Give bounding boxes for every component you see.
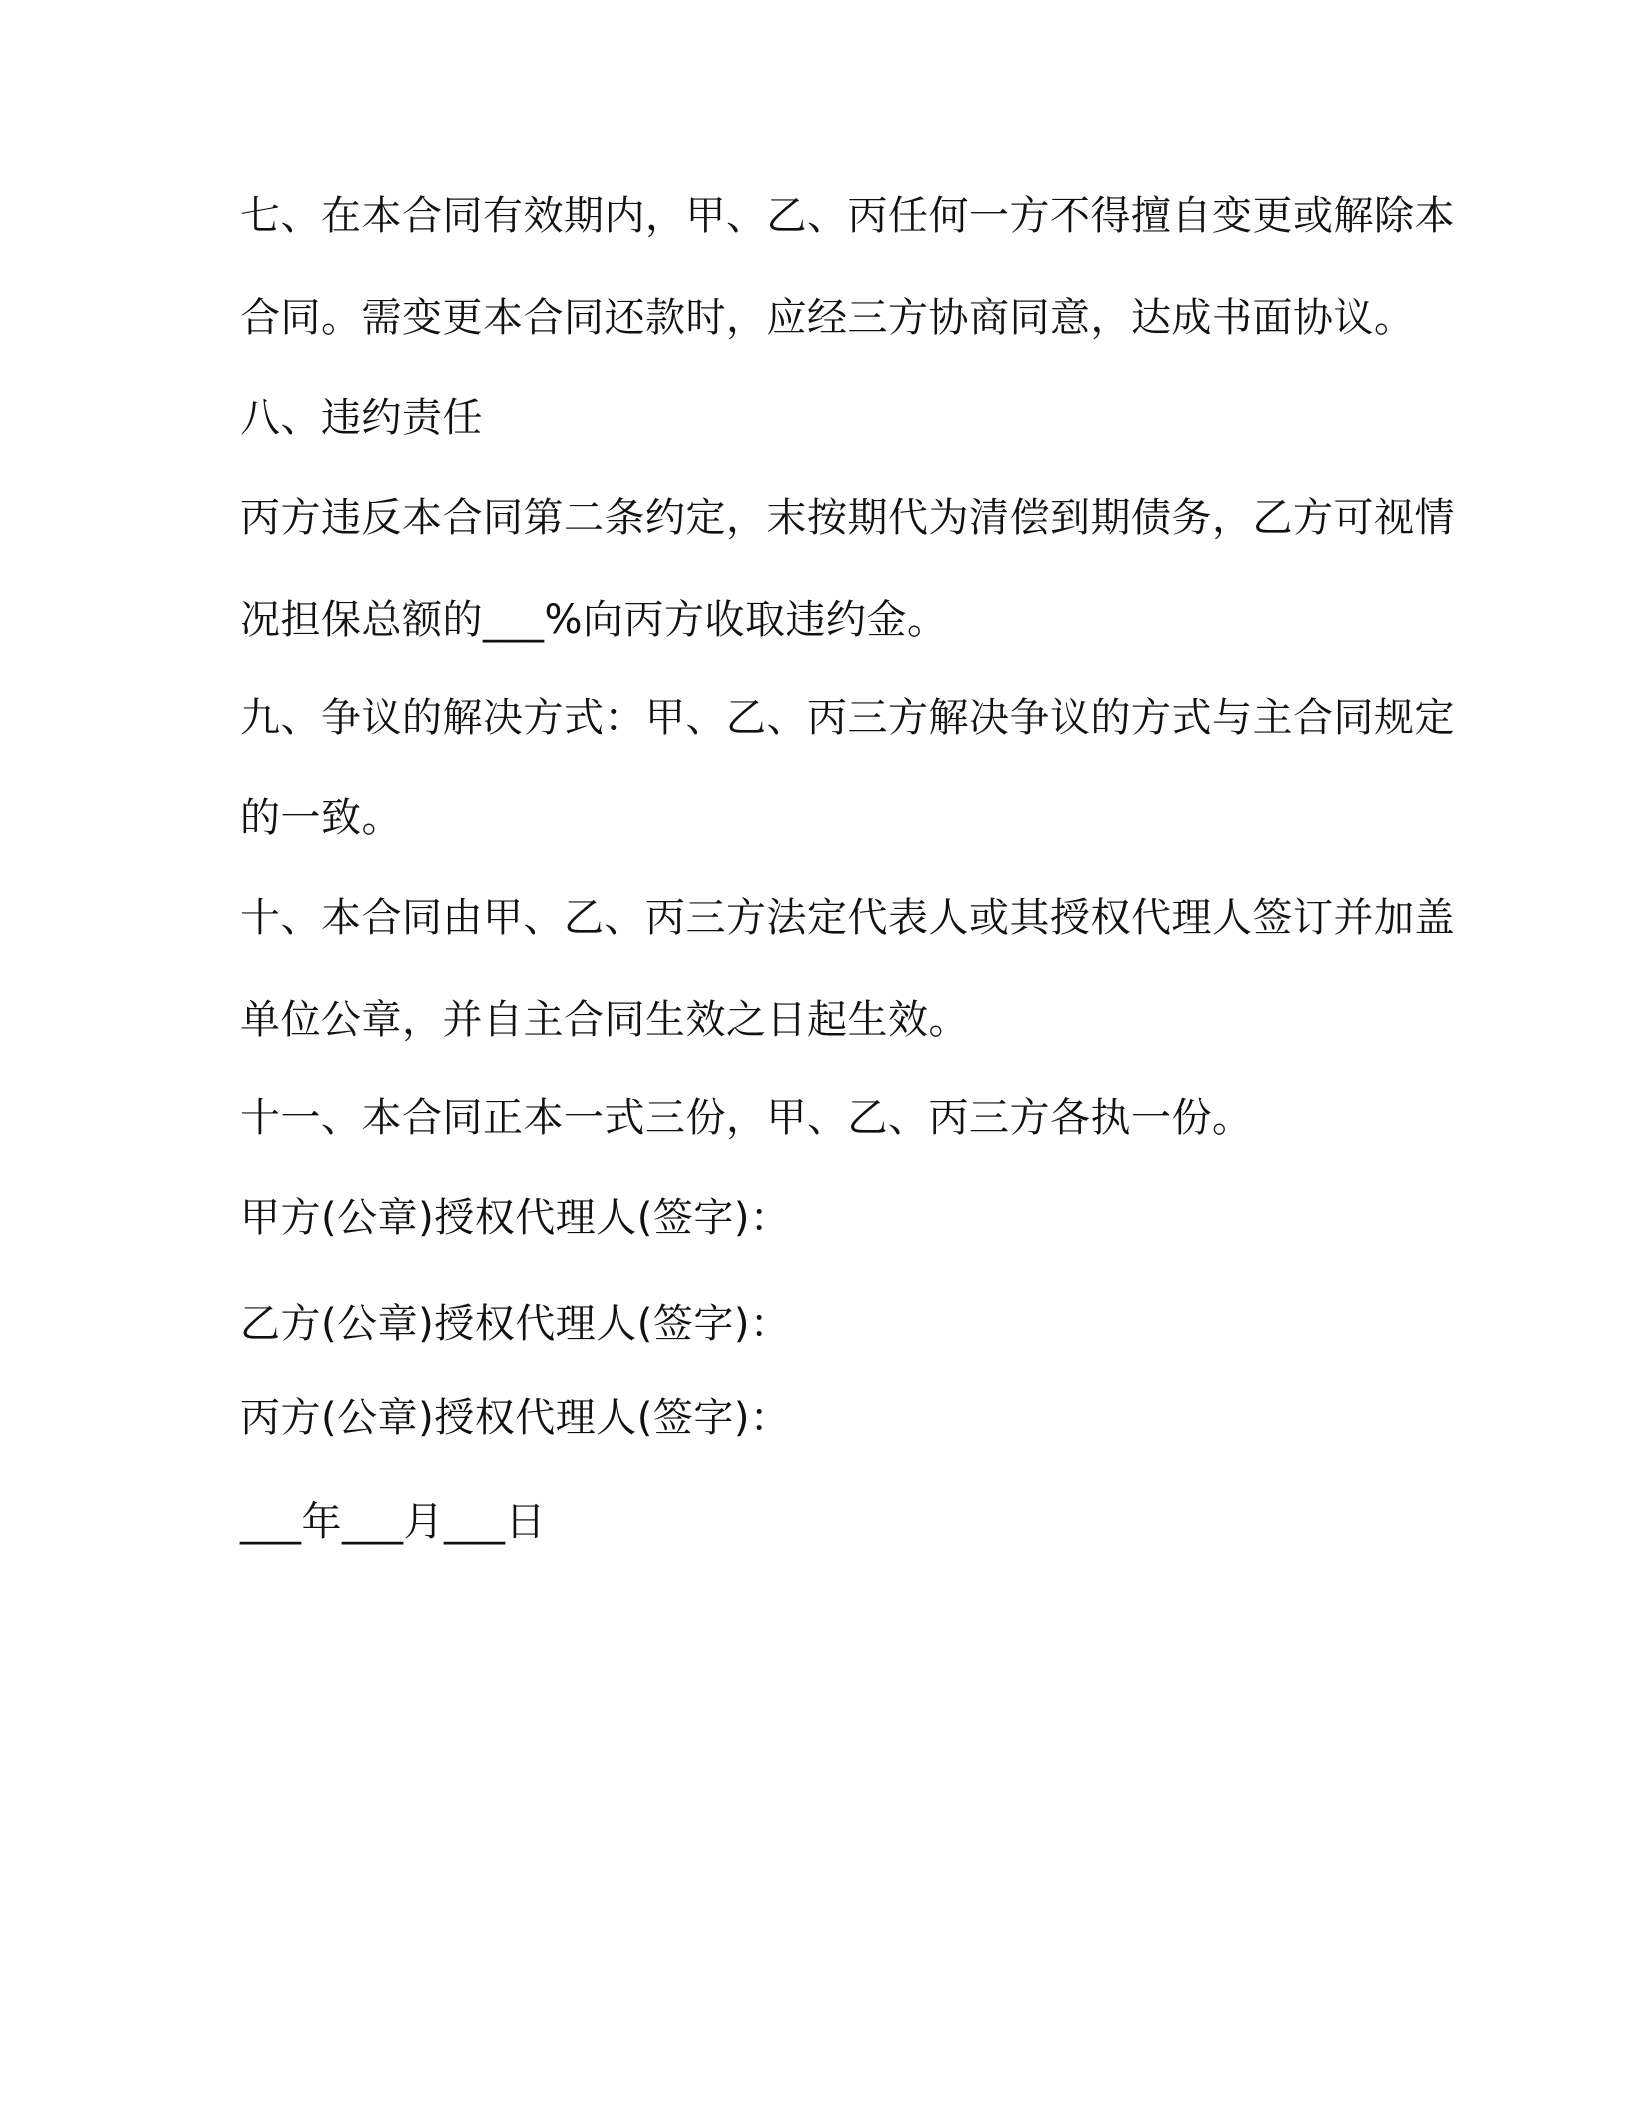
clause-8-line-1: 丙方违反本合同第二条约定，末按期代为清偿到期债务，乙方可视情 (240, 495, 1455, 541)
date-line: ___年___月___日 (240, 1499, 546, 1545)
clause-8-heading: 八、违约责任 (240, 395, 483, 441)
party-b-signature-line: 乙方(公章)授权代理人(签字)： (240, 1301, 791, 1347)
clause-9-line-1: 九、争议的解决方式：甲、乙、丙三方解决争议的方式与主合同规定 (240, 695, 1455, 741)
party-a-signature-line: 甲方(公章)授权代理人(签字)： (240, 1195, 791, 1241)
clause-7-line-2: 合同。需变更本合同还款时，应经三方协商同意，达成书面协议。 (240, 295, 1415, 341)
clause-11: 十一、本合同正本一式三份，甲、乙、丙三方各执一份。 (240, 1095, 1253, 1141)
clause-7-line-1: 七、在本合同有效期内，甲、乙、丙任何一方不得擅自变更或解除本 (240, 193, 1455, 239)
clause-10-line-2: 单位公章，并自主合同生效之日起生效。 (240, 997, 969, 1043)
clause-8-line-2: 况担保总额的___%向丙方收取违约金。 (240, 597, 948, 643)
party-c-signature-line: 丙方(公章)授权代理人(签字)： (240, 1395, 791, 1441)
clause-9-line-2: 的一致。 (240, 795, 402, 841)
clause-10-line-1: 十、本合同由甲、乙、丙三方法定代表人或其授权代理人签订并加盖 (240, 895, 1455, 941)
